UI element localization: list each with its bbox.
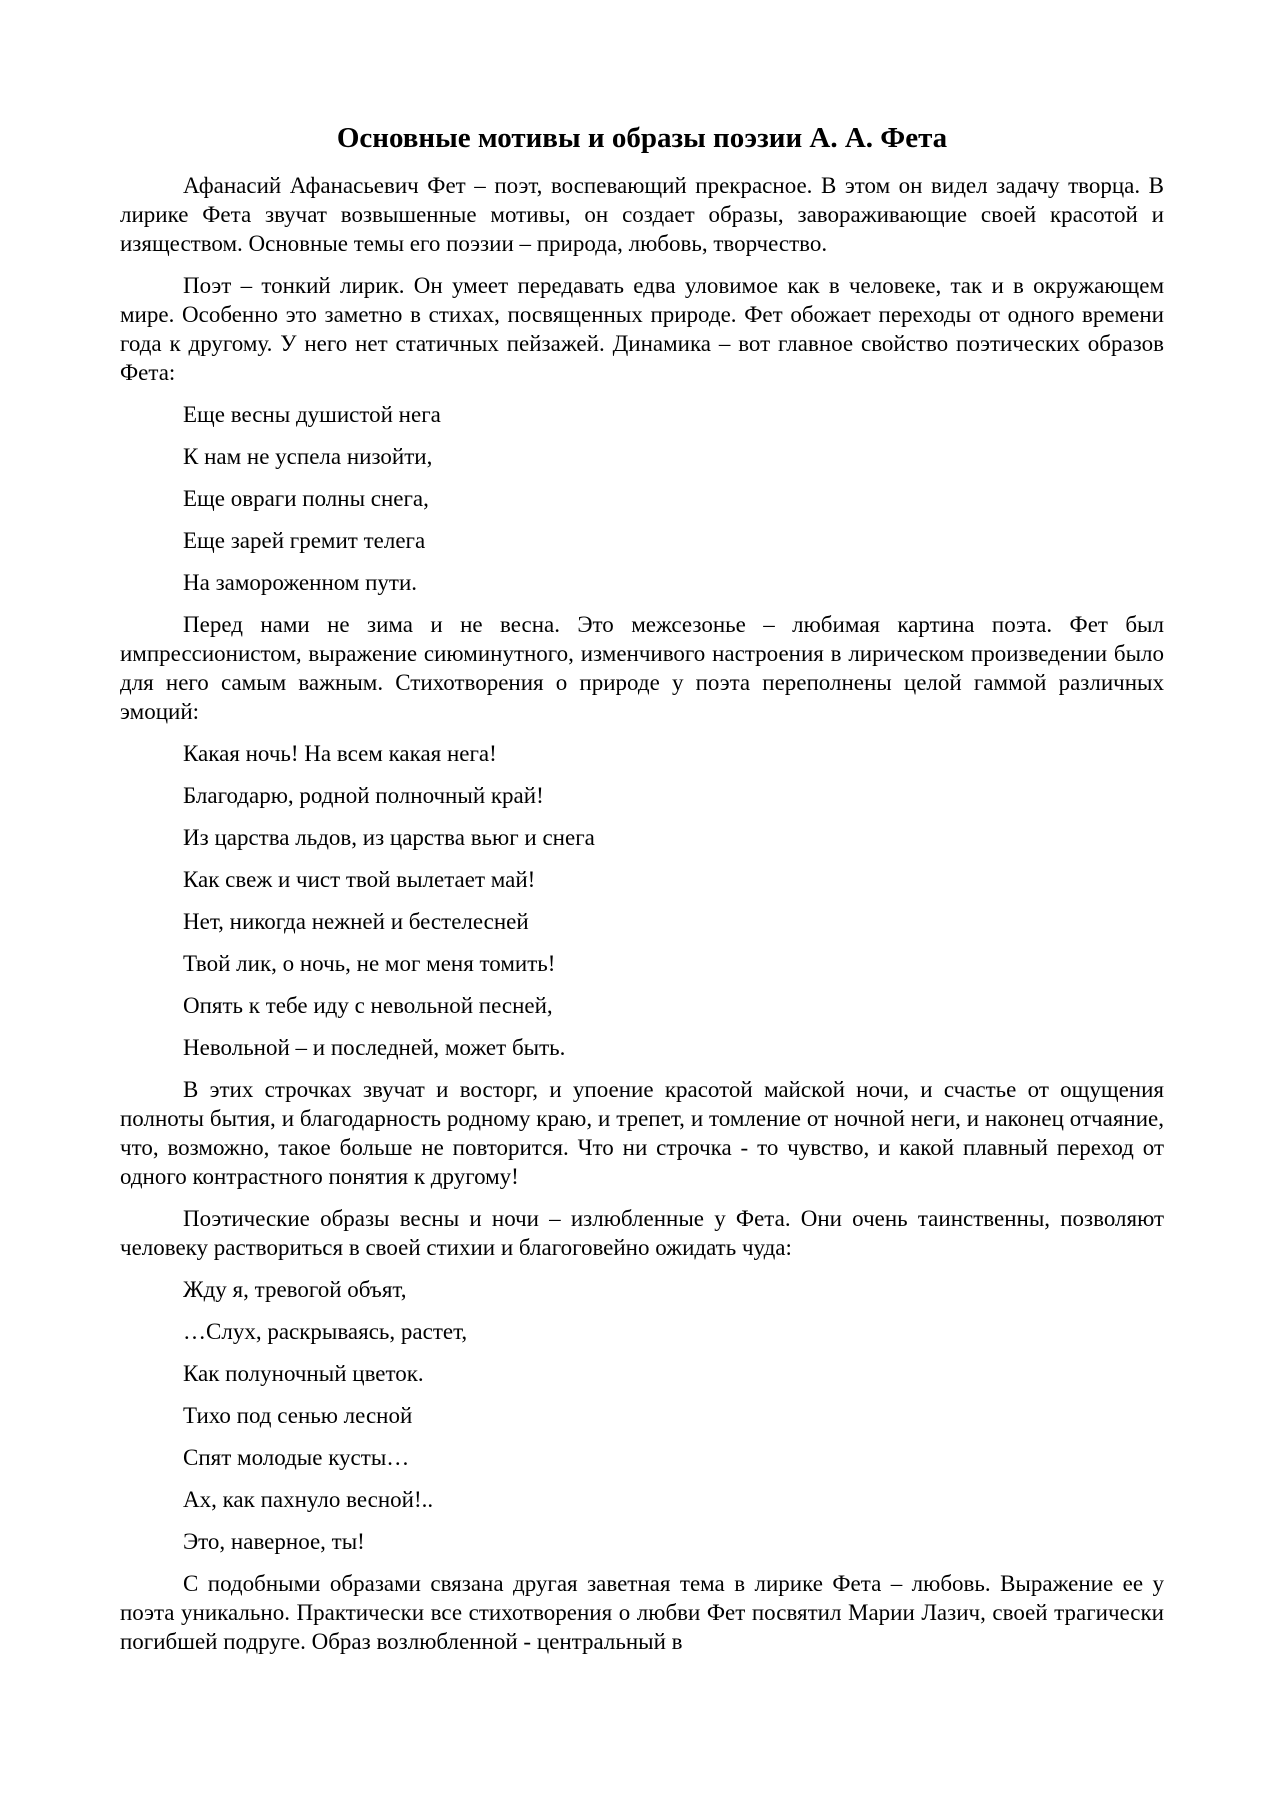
poem-excerpt-spring bbox=[120, 400, 1164, 597]
paragraph-images: Поэтические образы весны и ночи – излюбленные у Фета. Они очень таинственны, позволяют человеку раствориться в своей стихии и благоговейно ожидать чуда: bbox=[120, 1206, 1164, 1260]
verse-line: Как свеж и чист твой вылетает май! bbox=[183, 867, 536, 892]
verse-line: Как полуночный цветок. bbox=[183, 1361, 424, 1386]
poem-excerpt-night bbox=[120, 739, 1164, 1062]
document-title: Основные мотивы и образы поэзии А. А. Фета bbox=[336, 122, 948, 154]
verse-line: Спят молодые кусты… bbox=[183, 1445, 410, 1470]
verse-line: Невольной – и последней, может быть. bbox=[183, 1035, 566, 1060]
paragraph-impressionism: Перед нами не зима и не весна. Это межсезонье – любимая картина поэта. Фет был импрессионистом, выражение сиюминутного, изменчивого настроения в лирическом произведении было для него самым важным. Стихотворения о природе у поэта переполнены целой гаммой различных эмоций: bbox=[120, 612, 1164, 724]
verse-line: Тихо под сенью лесной bbox=[183, 1403, 413, 1428]
poem-excerpt-waiting bbox=[120, 1275, 1164, 1556]
paragraph-love: С подобными образами связана другая заветная тема в лирике Фета – любовь. Выражение ее у поэта уникально. Практически все стихотворения о любви Фет посвятил Марии Лазич, своей трагически погибшей подруге. Образ возлюбленной - центральный в bbox=[120, 1571, 1164, 1654]
verse-line: …Слух, раскрываясь, растет, bbox=[183, 1319, 468, 1344]
document-page bbox=[120, 118, 1164, 1656]
verse-line: На замороженном пути. bbox=[183, 570, 418, 595]
paragraph-intro: Афанасий Афанасьевич Фет – поэт, воспевающий прекрасное. В этом он видел задачу творца. В лирике Фета звучат возвышенные мотивы, он создает образы, завораживающие своей красотой и изяществом. Основные темы его поэзии – природа, любовь, творчество. bbox=[120, 173, 1164, 256]
verse-line: Еще зарей гремит телега bbox=[183, 528, 426, 553]
verse-line: Из царства льдов, из царства вьюг и снега bbox=[183, 825, 595, 850]
verse-line: Какая ночь! На всем какая нега! bbox=[183, 741, 497, 766]
verse-line: Ах, как пахнуло весной!.. bbox=[183, 1487, 434, 1512]
verse-line: Еще весны душистой нега bbox=[183, 402, 441, 427]
paragraph-emotions: В этих строчках звучат и восторг, и упоение красотой майской ночи, и счастье от ощущения полноты бытия, и благодарность родному краю, и трепет, и томление от ночной неги, и наконец отчаяние, что, возможно, такое больше не повторится. Что ни строчка - то чувство, и какой плавный переход от одного контрастного понятия к другому! bbox=[120, 1077, 1164, 1189]
paragraph-lyric: Поэт – тонкий лирик. Он умеет передавать едва уловимое как в человеке, так и в окружающем мире. Особенно это заметно в стихах, посвященных природе. Фет обожает переходы от одного времени года к другому. У него нет статичных пейзажей. Динамика – вот главное свойство поэтических образов Фета: bbox=[120, 273, 1164, 385]
verse-line: Жду я, тревогой объят, bbox=[183, 1277, 407, 1302]
verse-line: Твой лик, о ночь, не мог меня томить! bbox=[183, 951, 556, 976]
verse-line: К нам не успела низойти, bbox=[183, 444, 433, 469]
verse-line: Благодарю, родной полночный край! bbox=[183, 783, 544, 808]
verse-line: Опять к тебе иду с невольной песней, bbox=[183, 993, 553, 1018]
verse-line: Это, наверное, ты! bbox=[183, 1529, 365, 1554]
verse-line: Нет, никогда нежней и бестелесней bbox=[183, 909, 529, 934]
verse-line: Еще овраги полны снега, bbox=[183, 486, 429, 511]
